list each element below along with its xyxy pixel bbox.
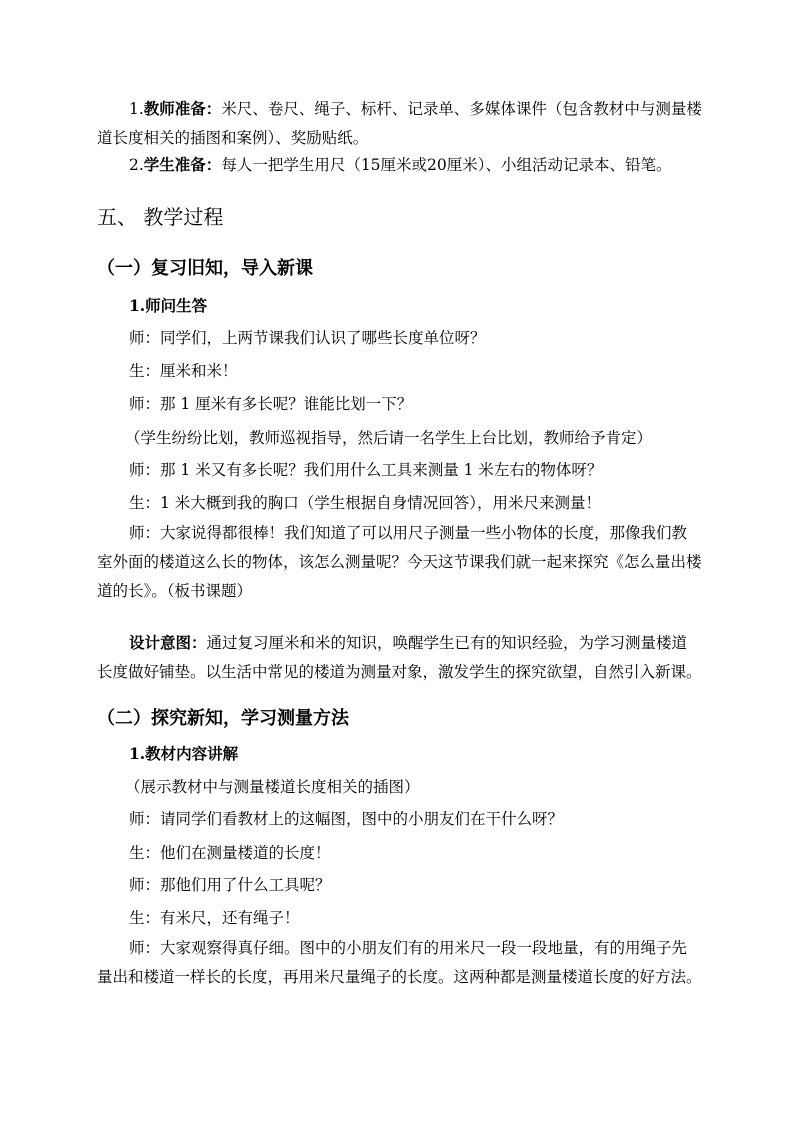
teacher-prep-num: 1. <box>129 100 144 118</box>
dialogue-line: 生：他们在测量楼道的长度！ <box>129 844 331 862</box>
dialogue-line: （学生纷纷比划，教师巡视指导，然后请一名学生上台比划，教师给予肯定） <box>125 429 653 447</box>
dialogue-line: 师：同学们，上两节课我们认识了哪些长度单位呀？ <box>129 329 486 347</box>
dialogue-line: 师：请同学们看教材上的这幅图，图中的小朋友们在干什么呀？ <box>129 810 564 828</box>
student-prep-label: 学生准备： <box>143 155 222 174</box>
part-one-heading: （一）复习旧知，导入新课 <box>97 258 313 279</box>
design-intent-paragraph <box>97 628 702 687</box>
teacher-prep-paragraph <box>97 94 702 153</box>
dialogue-line: 生：1 米大概到我的胸口（学生根据自身情况回答），用米尺来测量！ <box>129 494 602 512</box>
teacher-prep-text: 米尺、卷尺、绳子、标杆、记录单、多媒体课件（包含教材中与测量楼道长度相关的插图和案例）、奖励贴纸。 <box>97 100 702 147</box>
dialogue-line: 生：厘米和米！ <box>129 362 238 380</box>
section-five-heading: 五、 教学过程 <box>97 205 224 229</box>
dialogue-line: 师：那 1 米又有多长呢？我们用什么工具来测量 1 米左右的物体呀？ <box>129 461 603 479</box>
part-one-subheading: 1.师问生答 <box>129 296 208 315</box>
student-prep-text: 每人一把学生用尺（15厘米或20厘米）、小组活动记录本、铅笔。 <box>221 156 672 174</box>
part-two-subheading: 1.教材内容讲解 <box>129 744 239 763</box>
design-intent-text: 通过复习厘米和米的知识，唤醒学生已有的知识经验，为学习测量楼道长度做好铺垫。以生活中常见的楼道为测量对象，激发学生的探究欲望，自然引入新课。 <box>97 634 702 681</box>
student-prep-num: 2. <box>129 156 144 174</box>
dialogue-paragraph: 师：大家观察得真仔细。图中的小朋友们有的用米尺一段一段地量，有的用绳子先量出和楼道一样长的长度，再用米尺量绳子的长度。这两种都是测量楼道长度的好方法。 <box>97 939 702 986</box>
teacher-prep-label: 教师准备： <box>143 99 222 118</box>
design-intent-label: 设计意图： <box>129 633 207 652</box>
part-two-heading: （二）探究新知，学习测量方法 <box>97 708 349 729</box>
dialogue-line: （展示教材中与测量楼道长度相关的插图） <box>125 778 420 796</box>
dialogue-line: 生：有米尺，还有绳子！ <box>129 909 300 927</box>
dialogue-paragraph: 师：大家说得都很棒！我们知道了可以用尺子测量一些小物体的长度，那像我们教室外面的楼道这么长的物体，该怎么测量呢？今天这节课我们就一起来探究《怎么量出楼道的长》。（板书课题） <box>97 524 702 600</box>
dialogue-line: 师：那 1 厘米有多长呢？谁能比划一下？ <box>129 395 413 413</box>
dialogue-line: 师：那他们用了什么工具呢？ <box>129 876 331 894</box>
student-prep-line <box>129 155 672 175</box>
